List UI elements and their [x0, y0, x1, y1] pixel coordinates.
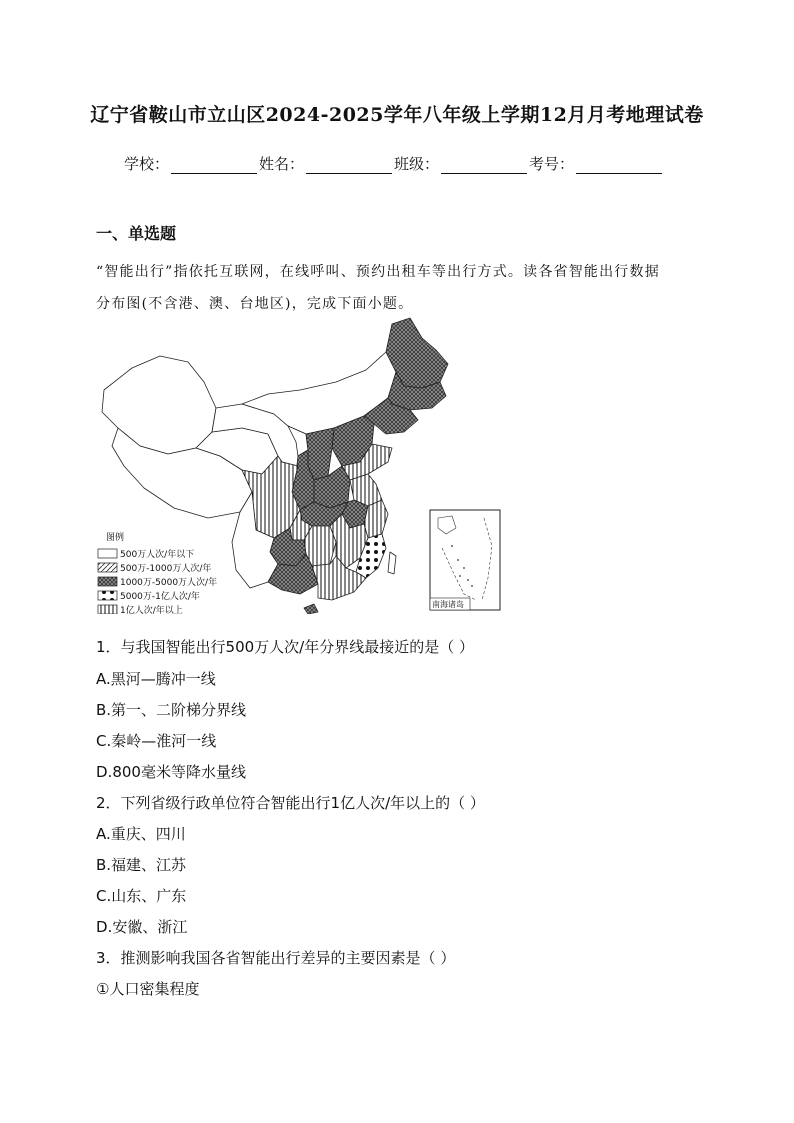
- question-2-stem: 2．下列省级行政单位符合智能出行1亿人次/年以上的（ ）: [96, 794, 485, 812]
- name-label: 姓名：: [259, 155, 305, 173]
- inset-label: 南海诸岛: [432, 600, 464, 609]
- class-label: 班级：: [394, 155, 440, 173]
- south-china-sea-inset: [430, 510, 500, 610]
- question-2-option-d: D.安徽、浙江: [96, 918, 188, 936]
- question-1-option-b: B.第一、二阶梯分界线: [96, 701, 247, 719]
- school-blank: [171, 157, 257, 174]
- intro-line-1: “智能出行”指依托互联网，在线呼叫、预约出租车等出行方式。读各省智能出行数据: [96, 264, 660, 280]
- question-1-stem: 1．与我国智能出行500万人次/年分界线最接近的是（ ）: [96, 638, 474, 656]
- legend-title: 图例: [106, 533, 125, 543]
- section-title: 一、单选题: [96, 224, 177, 243]
- legend-swatch-3: [98, 577, 117, 586]
- region-taiwan: [388, 552, 396, 574]
- question-2-option-b: B.福建、江苏: [96, 856, 187, 874]
- intro-line-2: 分布图(不含港、澳、台地区)，完成下面小题。: [96, 296, 414, 312]
- student-info-row: [124, 153, 664, 174]
- school-label: 学校：: [124, 155, 170, 173]
- name-blank: [306, 157, 392, 174]
- legend-label-3: 1000万-5000万人次/年: [120, 578, 218, 588]
- exam-number-blank: [576, 157, 662, 174]
- legend-label-2: 500万-1000万人次/年: [120, 564, 212, 574]
- exam-number-label: 考号：: [529, 155, 575, 173]
- class-blank: [441, 157, 527, 174]
- question-1-option-d: D.800毫米等降水量线: [96, 763, 246, 781]
- question-2-option-c: C.山东、广东: [96, 887, 187, 905]
- legend-label-5: 1亿人次/年以上: [120, 606, 183, 614]
- legend-swatch-1: [98, 549, 117, 558]
- question-intro: [96, 256, 702, 320]
- question-1-option-c: C.秦岭—淮河一线: [96, 732, 217, 750]
- legend-label-4: 5000万-1亿人次/年: [120, 592, 200, 602]
- question-1-option-a: A.黑河—腾冲一线: [96, 670, 216, 688]
- legend-swatch-4: [98, 591, 117, 600]
- question-3-option-1: ①人口密集程度: [96, 980, 200, 998]
- legend-swatch-5: [98, 605, 117, 614]
- legend-label-1: 500万人次/年以下: [120, 550, 195, 560]
- region-hainan: [304, 604, 318, 614]
- question-2-option-a: A.重庆、四川: [96, 825, 186, 843]
- legend-swatch-2: [98, 563, 117, 572]
- page-title: 辽宁省鞍山市立山区2024-2025学年八年级上学期12月月考地理试卷: [90, 104, 704, 126]
- map-legend: [98, 531, 217, 614]
- question-3-stem: 3．推测影响我国各省智能出行差异的主要因素是（ ）: [96, 949, 456, 967]
- china-smart-travel-map: [92, 316, 504, 614]
